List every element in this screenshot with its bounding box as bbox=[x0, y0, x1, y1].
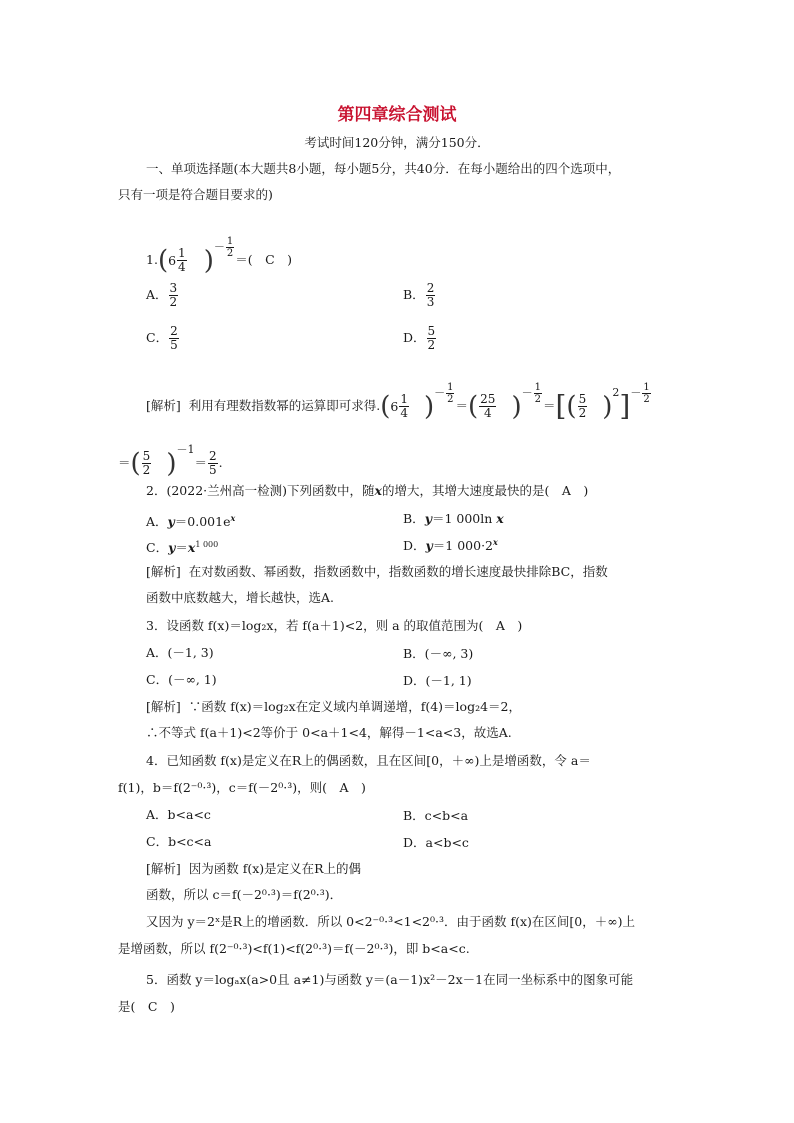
q3-analysis-cont: ∴不等式 f(a＋1)<2等价于 0<a＋1<4，解得－1<a<3，故选A. bbox=[146, 725, 512, 740]
q3-option-c: C．(－∞, 1) bbox=[146, 672, 217, 687]
q4-option-a: A．b<a<c bbox=[146, 807, 211, 822]
q1-option-a: A． $\frac{3}{2}$ bbox=[146, 281, 178, 309]
q2-option-d: D．y＝1 $000\cdot 2^x$ bbox=[403, 537, 498, 553]
q4-option-d: D．a<b<c bbox=[403, 835, 469, 850]
q4-analysis: [解析] 因为函数 f(x)是定义在R上的偶 bbox=[146, 861, 362, 876]
q2-analysis: [解析] 在对数函数、幂函数，指数函数中，指数函数的增长速度最快排除BC，指数 bbox=[146, 564, 608, 579]
q3-analysis: [解析] ∵函数 f(x)＝log₂x在定义域内单调递增，f(4)＝log₂4＝2， bbox=[146, 699, 521, 714]
q5-stem-cont: 是( C ) bbox=[118, 999, 175, 1014]
q1-exponent: － $\frac{1}{2}$ bbox=[213, 235, 234, 259]
exam-info: 考试时间120分钟，满分150分． bbox=[304, 135, 490, 150]
q5-stem: 5．函数 y＝logₐx(a>0且 a≠1)与函数 y＝(a－1)x²－2x－1在同一坐标系中的图象可能 bbox=[146, 972, 634, 987]
q4-stem: 4．已知函数 f(x)是定义在R上的偶函数，且在区间[0，＋∞)上是增函数，令 a＝ bbox=[146, 753, 591, 768]
q2-option-c: C．$y=x^{1 000}$ bbox=[146, 540, 219, 555]
q1-option-b: B． $\frac{2}{3}$ bbox=[403, 281, 435, 309]
q4-analysis-l3: 又因为 y＝2ˣ是R上的增函数．所以 0<2⁻⁰·³<1<2⁰·³．由于函数 f(x)在区间[0，＋∞)上 bbox=[146, 914, 636, 929]
q3-option-b: B．(－∞, 3) bbox=[403, 646, 474, 661]
q1-stem: 1.( 6 $\frac{1}{4}$ )－ $\frac{1}{2}$ ＝( C ) bbox=[146, 232, 292, 276]
section-heading-cont: 只有一项是符合题目要求的) bbox=[118, 187, 273, 202]
q2-option-a: A．$y=0.001e^x$ bbox=[146, 513, 236, 529]
q4-option-c: C．b<c<a bbox=[146, 834, 212, 849]
q3-option-a: A．(－1, 3) bbox=[146, 645, 214, 660]
q2-analysis-cont: 函数中底数越大，增长越快，选A. bbox=[146, 590, 335, 605]
q2-stem: 2．(2022·兰州高一检测)下列函数中，随x的增大，其增大速度最快的是( A ) bbox=[146, 483, 589, 498]
q1-analysis-cont: ＝( $\frac{5}{2}$ )－1＝ $\frac{2}{5}$ . bbox=[118, 443, 223, 479]
q1-analysis: [解析] 利用有理数指数幂的运算即可求得.( 6 $\frac{1}{4}$ )－ $\frac{1}{2}$ ＝( $\frac{25}{4}$ )－ $\frac{1}{2}$ ＝[( $\frac{5}{2}$ )2]－ $\frac{1}{2}$ bbox=[146, 381, 650, 423]
q1-option-d: D． $\frac{5}{2}$ bbox=[403, 324, 436, 352]
q1-option-c: C． $\frac{2}{5}$ bbox=[146, 324, 178, 352]
q3-stem: 3．设函数 f(x)＝log₂x，若 f(a＋1)<2，则 a 的取值范围为( A ) bbox=[146, 618, 523, 633]
page-title: 第四章综合测试 bbox=[337, 105, 457, 125]
q4-stem-cont: f(1)，b＝f(2⁻⁰·³)，c＝f(－2⁰·³)，则( A ) bbox=[118, 780, 366, 795]
q4-analysis-l2: 函数，所以 c＝f(－2⁰·³)＝f(2⁰·³)． bbox=[146, 887, 343, 902]
section-heading: 一、单项选择题(本大题共8小题，每小题5分，共40分．在每小题给出的四个选项中， bbox=[146, 161, 621, 176]
q2-option-b: B．y＝1 000ln x bbox=[403, 511, 504, 526]
q3-option-d: D．(－1, 1) bbox=[403, 673, 472, 688]
q4-analysis-l4: 是增函数，所以 f(2⁻⁰·³)<f(1)<f(2⁰·³)＝f(－2⁰·³)，即 b<a<c. bbox=[118, 941, 470, 956]
q4-option-b: B．c<b<a bbox=[403, 808, 469, 823]
